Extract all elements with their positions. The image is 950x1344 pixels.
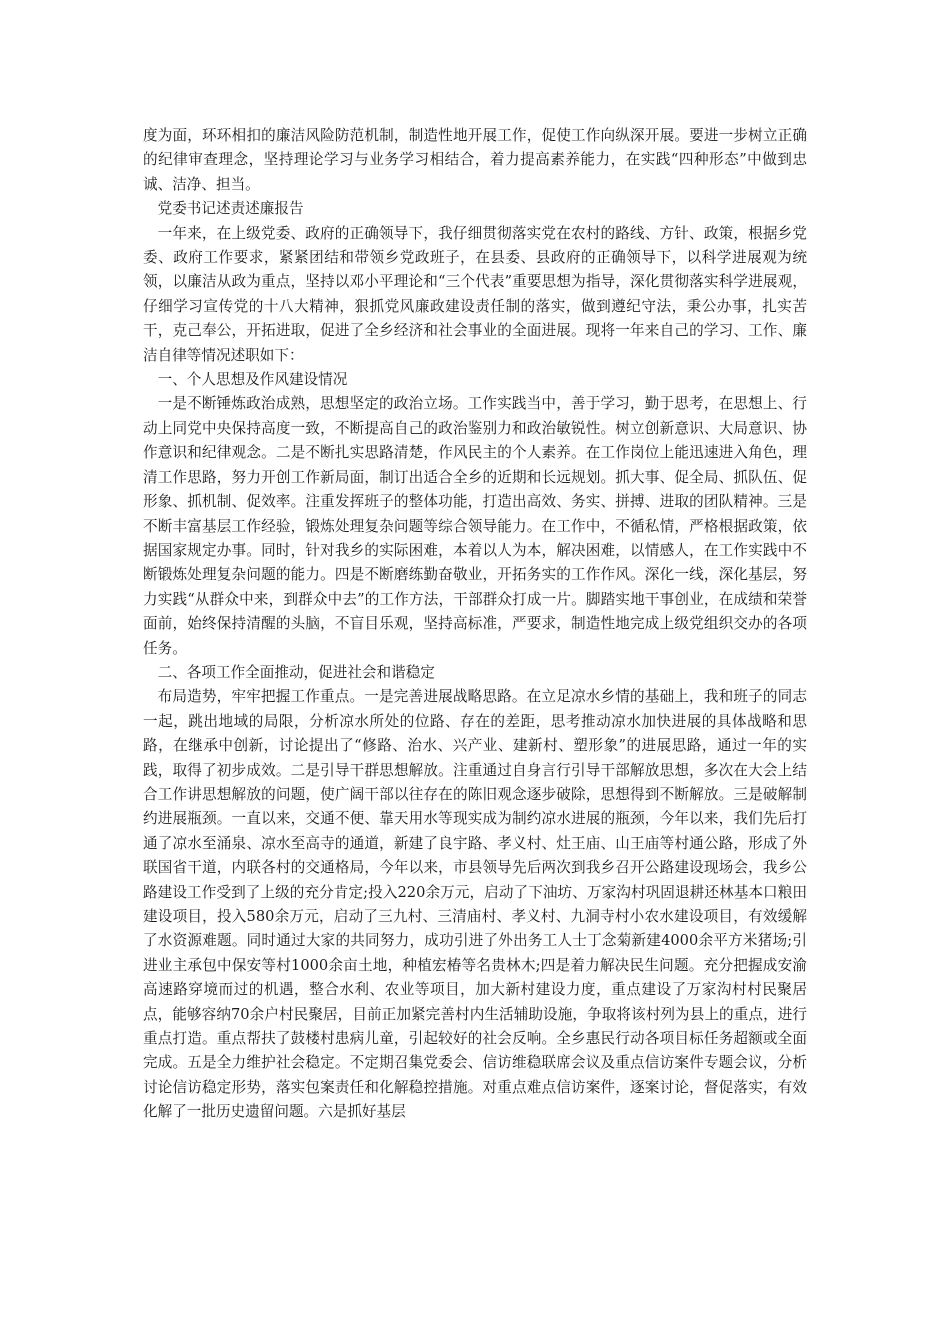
report-title: 党委书记述责述廉报告 [157, 200, 304, 218]
document-page [143, 124, 807, 1125]
body-paragraph-section-2: 布局造势，牢牢把握工作重点。一是完善进展战略思路。在立足凉水乡情的基础上，我和班子的同志一起，跳出地域的局限，分析凉水所处的位路、存在的差距，思考推动凉水加快进展的具体战略和思路，在继承中创新，讨论提出了“修路、治水、兴产业、建新村、塑形象”的进展思路，通过一年的实践，取得了初步成效。二是引导干群思想解放。注重通过自身言行引导干部解放思想，多次在大会上结合工作讲思想解放的问题，使广阔干部以往存在的陈旧观念逐步破除，思想得到不断解放。三是破解制约进展瓶颈。一直以来，交通不便、靠天用水等现实成为制约凉水进展的瓶颈，今年以来，我们先后打通了凉水至涌泉、凉水至高寺的通道，新建了良宇路、孝义村、灶王庙、山王庙等村通公路，形成了外联国省干道，内联各村的交通格局，今年以来，市县领导先后两次到我乡召开公路建设现场会，我乡公路建设工作受到了上级的充分肯定;投入220余万元，启动了下油坊、万家沟村巩固退耕还林基本口粮田建设项目，投入580余万元，启动了三九村、三清庙村、孝义村、九洞寺村小农水建设项目，有效缓解了水资源难题。同时通过大家的共同努力，成功引进了外出务工人士丁念菊新建4000余平方米猪场;引进业主承包中保安等村1000余亩土地，种植宏椿等名贵林木;四是着力解决民生问题。充分把握成安渝高速路穿境而过的机遇，整合水利、农业等项目，加大新村建设力度，重点建设了万家沟村村民聚居点，能够容纳70余户村民聚居，目前正加紧完善村内生活辅助设施，争取将该村列为县上的重点，进行重点打造。重点帮扶了鼓楼村患病儿童，引起较好的社会反响。全乡惠民行动各项目标任务超额或全面完成。五是全力维护社会稳定。不定期召集党委会、信访维稳联席会议及重点信访案件专题会议，分析讨论信访稳定形势，落实包案责任和化解稳控措施。对重点难点信访案件，逐案讨论，督促落实，有效化解了一批历史遗留问题。六是抓好基层 [143, 688, 807, 1121]
section-heading-2: 二、各项工作全面推动，促进社会和谐稳定 [157, 663, 435, 681]
section-heading-1: 一、个人思想及作风建设情况 [157, 371, 348, 389]
body-paragraph-section-1: 一是不断锤炼政治成熟，思想坚定的政治立场。工作实践当中，善于学习，勤于思考，在思想上、行动上同党中央保持高度一致，不断提高自己的政治鉴别力和政治敏锐性。树立创新意识、大局意识、协作意识和纪律观念。二是不断扎实思路清楚，作风民主的个人素养。在工作岗位上能迅速进入角色，理清工作思路，努力开创工作新局面，制订出适合全乡的近期和长远规划。抓大事、促全局、抓队伍、促形象、抓机制、促效率。注重发挥班子的整体功能，打造出高效、务实、拼搏、进取的团队精神。三是不断丰富基层工作经验，锻炼处理复杂问题等综合领导能力。在工作中，不循私情，严格根据政策，依据国家规定办事。同时，针对我乡的实际困难，本着以人为本，解决困难，以情感人，在工作实践中不断锻炼处理复杂问题的能力。四是不断磨练勤奋敬业，开拓务实的工作作风。深化一线，深化基层，努力实践“从群众中来，到群众中去”的工作方法，干部群众打成一片。脚踏实地干事创业，在成绩和荣誉面前，始终保持清醒的头脑，不盲目乐观，坚持高标准，严要求，制造性地完成上级党组织交办的各项任务。 [143, 395, 807, 657]
body-paragraph-continuation: 度为面，环环相扣的廉洁风险防范机制，制造性地开展工作，促使工作向纵深开展。要进一步树立正确的纪律审查理念，坚持理论学习与业务学习相结合，着力提高素养能力，在实践“四种形态”中做到忠诚、洁净、担当。 [143, 127, 807, 193]
body-paragraph-intro: 一年来，在上级党委、政府的正确领导下，我仔细贯彻落实党在农村的路线、方针、政策，根据乡党委、政府工作要求，紧紧团结和带领乡党政班子，在县委、县政府的正确领导下，以科学进展观为统领，以廉洁从政为重点，坚持以邓小平理论和“三个代表”重要思想为指导，深化贯彻落实科学进展观，仔细学习宣传党的十八大精神，狠抓党风廉政建设责任制的落实，做到遵纪守法，秉公办事，扎实苦干，克己奉公，开拓进取，促进了全乡经济和社会事业的全面进展。现将一年来自己的学习、工作、廉洁自律等情况述职如下： [143, 224, 807, 364]
